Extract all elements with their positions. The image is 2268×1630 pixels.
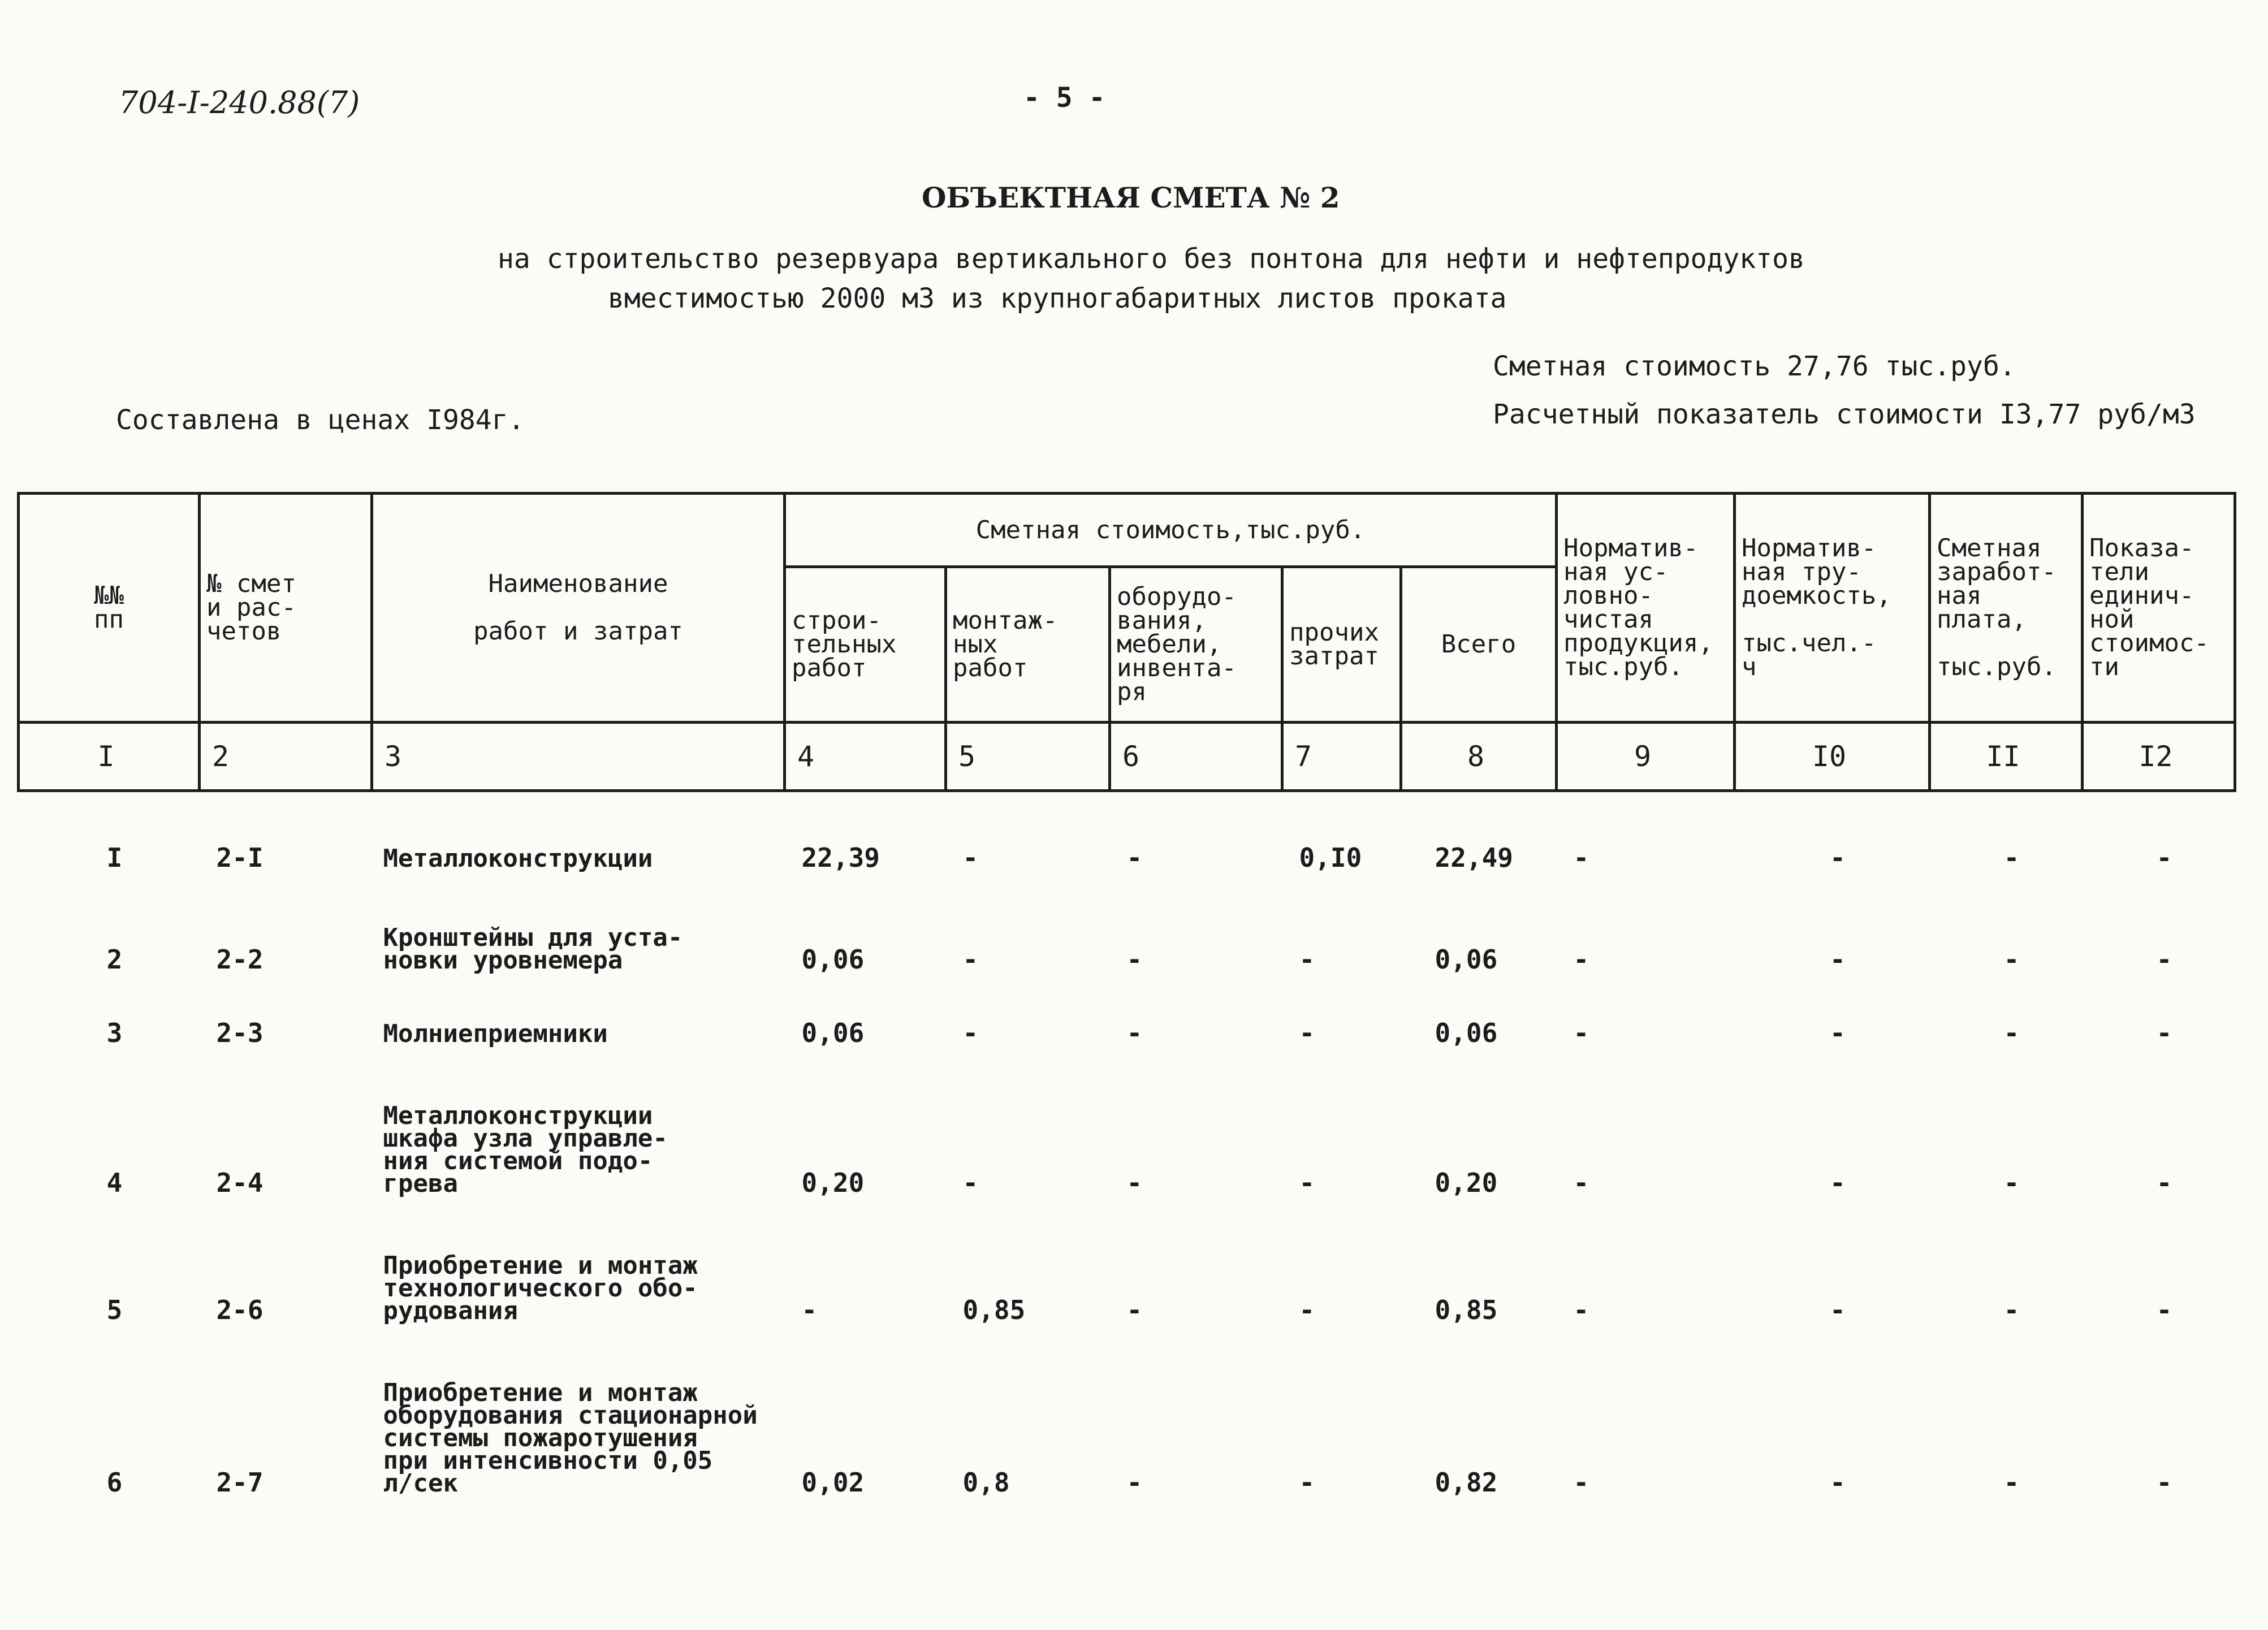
column-number: I2 — [2083, 723, 2235, 791]
other-cost: - — [1299, 1017, 1315, 1048]
table-row — [19, 1195, 2235, 1322]
unit-cost-value: - — [2156, 1467, 2172, 1498]
normative-product: - — [1573, 1294, 1589, 1325]
total-cost: 0,20 — [1435, 1167, 1498, 1198]
header-work-name: Наименование работ и затрат — [372, 494, 785, 723]
construction-cost: 0,06 — [801, 1017, 865, 1048]
work-name: Кронштейны для уста- новки уровнемера — [383, 923, 683, 975]
equipment-cost: - — [1126, 944, 1143, 975]
construction-cost: - — [801, 1294, 818, 1325]
labor-intensity: - — [1830, 842, 1846, 873]
equipment-cost: - — [1126, 842, 1143, 873]
total-cost: 0,06 — [1435, 944, 1498, 975]
total-cost: 0,82 — [1435, 1467, 1498, 1498]
work-name: Приобретение и монтаж технологического обо- рудования — [383, 1251, 698, 1325]
document-title: ОБЪЕКТНАЯ СМЕТА № 2 — [922, 181, 1340, 214]
wage-fund: - — [2003, 944, 2020, 975]
header-construction-works: строи- тельных работ — [785, 567, 946, 723]
other-cost: 0,I0 — [1299, 842, 1362, 873]
normative-product: - — [1573, 1017, 1589, 1048]
estimate-code: 2-7 — [216, 1467, 263, 1498]
construction-cost: 0,06 — [801, 944, 865, 975]
row-number: 5 — [106, 1294, 123, 1325]
subtitle-line-1: на строительство резервуара вертикального без понтона для нефти и нефтепродуктов — [498, 243, 1805, 275]
construction-cost: 0,20 — [801, 1167, 865, 1198]
row-number: 2 — [106, 944, 123, 975]
header-row-number: №№ пп — [19, 494, 200, 723]
labor-intensity: - — [1830, 944, 1846, 975]
construction-cost: 22,39 — [801, 842, 880, 873]
row-number: 3 — [106, 1017, 123, 1048]
total-cost: 0,85 — [1435, 1294, 1498, 1325]
header-unit-cost: Показа- тели единич- ной стоимос- ти — [2083, 494, 2235, 723]
work-name: Металлоконструкции — [383, 844, 653, 873]
work-name: Металлоконструкции шкафа узла управле- ния системой подо- грева — [383, 1101, 668, 1198]
construction-cost: 0,02 — [801, 1467, 865, 1498]
column-number: I0 — [1735, 723, 1930, 791]
header-estimate-number: № смет и рас- четов — [200, 494, 372, 723]
labor-intensity: - — [1830, 1294, 1846, 1325]
page-number: - 5 - — [1023, 82, 1105, 114]
column-number: 5 — [946, 723, 1110, 791]
estimate-code: 2-2 — [216, 944, 263, 975]
table-row — [19, 972, 2235, 1045]
unit-cost-indicator: Расчетный показатель стоимости I3,77 руб/м3 — [1493, 399, 2196, 430]
unit-cost-value: - — [2156, 842, 2172, 873]
wage-fund: - — [2003, 1017, 2020, 1048]
header-estimated-cost-group: Сметная стоимость,тыс.руб. — [785, 494, 1557, 567]
work-name: Молниеприемники — [383, 1019, 608, 1048]
header-other-costs: прочих затрат — [1282, 567, 1401, 723]
estimate-code: 2-4 — [216, 1167, 263, 1198]
installation-cost: 0,8 — [962, 1467, 1010, 1498]
column-number: 8 — [1401, 723, 1557, 791]
table-row — [19, 1322, 2235, 1495]
unit-cost-value: - — [2156, 1167, 2172, 1198]
unit-cost-value: - — [2156, 1294, 2172, 1325]
normative-product: - — [1573, 1167, 1589, 1198]
row-number: 4 — [106, 1167, 123, 1198]
prices-note: Составлена в ценах I984г. — [116, 404, 525, 436]
total-cost: 0,06 — [1435, 1017, 1498, 1048]
estimate-code: 2-3 — [216, 1017, 263, 1048]
unit-cost-value: - — [2156, 1017, 2172, 1048]
subtitle-line-2: вместимостью 2000 м3 из крупногабаритных листов проката — [608, 283, 1507, 314]
header-installation-works: монтаж- ных работ — [946, 567, 1110, 723]
wage-fund: - — [2003, 842, 2020, 873]
column-number: 7 — [1282, 723, 1401, 791]
column-number: 9 — [1557, 723, 1735, 791]
header-normative-product: Норматив- ная ус- ловно- чистая продукция, тыс.руб. — [1557, 494, 1735, 723]
column-number: II — [1930, 723, 2083, 791]
unit-cost-value: - — [2156, 944, 2172, 975]
wage-fund: - — [2003, 1167, 2020, 1198]
equipment-cost: - — [1126, 1167, 1143, 1198]
row-number: I — [106, 842, 123, 873]
total-cost: 22,49 — [1435, 842, 1513, 873]
wage-fund: - — [2003, 1467, 2020, 1498]
estimated-cost: Сметная стоимость 27,76 тыс.руб. — [1493, 351, 2016, 382]
installation-cost: - — [962, 1017, 979, 1048]
labor-intensity: - — [1830, 1167, 1846, 1198]
wage-fund: - — [2003, 1294, 2020, 1325]
normative-product: - — [1573, 842, 1589, 873]
header-wage-fund: Сметная заработ- ная плата, тыс.руб. — [1930, 494, 2083, 723]
equipment-cost: - — [1126, 1467, 1143, 1498]
header-labor-intensity: Норматив- ная тру- доемкость, тыс.чел.- ч — [1735, 494, 1930, 723]
normative-product: - — [1573, 1467, 1589, 1498]
installation-cost: - — [962, 944, 979, 975]
installation-cost: - — [962, 842, 979, 873]
estimate-code: 2-6 — [216, 1294, 263, 1325]
equipment-cost: - — [1126, 1294, 1143, 1325]
column-number: 3 — [372, 723, 785, 791]
other-cost: - — [1299, 944, 1315, 975]
row-number: 6 — [106, 1467, 123, 1498]
column-number: I — [19, 723, 200, 791]
table-row — [19, 1045, 2235, 1195]
table-row — [19, 791, 2235, 870]
header-equipment: оборудо- вания, мебели, инвента- ря — [1110, 567, 1282, 723]
installation-cost: 0,85 — [962, 1294, 1026, 1325]
normative-product: - — [1573, 944, 1589, 975]
estimate-table — [17, 492, 2236, 1498]
other-cost: - — [1299, 1294, 1315, 1325]
other-cost: - — [1299, 1467, 1315, 1498]
column-number: 4 — [785, 723, 946, 791]
equipment-cost: - — [1126, 1017, 1143, 1048]
header-total: Всего — [1401, 567, 1557, 723]
labor-intensity: - — [1830, 1017, 1846, 1048]
other-cost: - — [1299, 1167, 1315, 1198]
document-code: 704-I-240.88(7) — [119, 85, 360, 120]
labor-intensity: - — [1830, 1467, 1846, 1498]
installation-cost: - — [962, 1167, 979, 1198]
work-name: Приобретение и монтаж оборудования стационарной системы пожаротушения при интенсивности 0,05 л/сек — [383, 1378, 758, 1498]
column-number: 2 — [200, 723, 372, 791]
estimate-code: 2-I — [216, 842, 263, 873]
table-row — [19, 870, 2235, 972]
column-number: 6 — [1110, 723, 1282, 791]
